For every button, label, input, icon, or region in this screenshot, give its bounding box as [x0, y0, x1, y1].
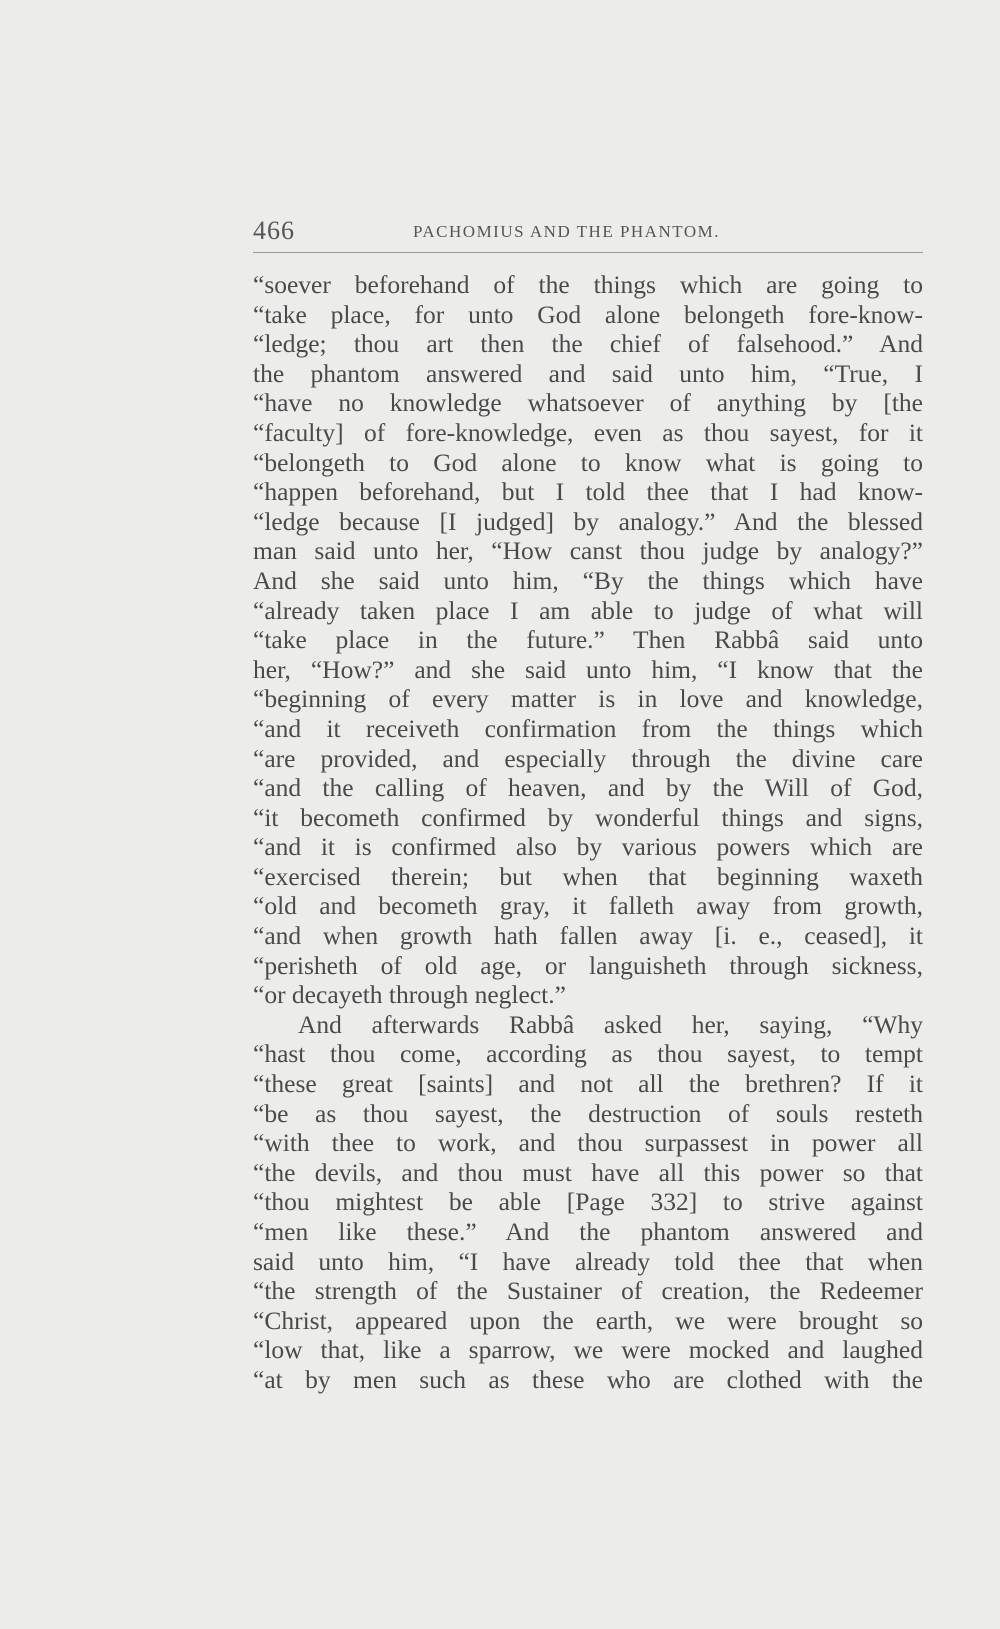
- text-line: “or decayeth through neglect.”: [253, 980, 566, 1010]
- running-head: [253, 216, 923, 253]
- text-line: “have no knowledge whatsoever of anything by [the: [253, 388, 923, 418]
- text-line: “happen beforehand, but I told thee that I had know-: [253, 477, 923, 507]
- text-line: “hast thou come, according as thou sayest, to tempt: [253, 1039, 923, 1069]
- text-line: “men like these.” And the phantom answered and: [253, 1217, 923, 1246]
- text-line: “ledge; thou art then the chief of falsehood.” And: [253, 329, 923, 359]
- running-title: PACHOMIUS AND THE PHANTOM.: [413, 222, 720, 241]
- text-line: “take place, for unto God alone belongeth fore-know-: [253, 299, 923, 329]
- text-line: “the strength of the Sustainer of creation, the Redeemer: [253, 1276, 923, 1306]
- text-line: “and when growth hath fallen away [i. e., ceased], it: [253, 921, 923, 951]
- text-line: “be as thou sayest, the destruction of souls resteth: [253, 1098, 923, 1128]
- body-text: [253, 270, 923, 1395]
- text-line: “the devils, and thou must have all this power so that: [253, 1157, 923, 1187]
- text-line: “ledge because [I judged] by analogy.” And the blessed: [253, 506, 923, 536]
- text-line: “thou mightest be able [Page 332] to strive against: [253, 1187, 923, 1217]
- text-line: “perisheth of old age, or languisheth through sickness,: [253, 950, 923, 980]
- text-line: “it becometh confirmed by wonderful things and signs,: [253, 802, 923, 832]
- text-line: said unto him, “I have already told thee that when: [253, 1246, 923, 1276]
- text-line: “already taken place I am able to judge of what will: [253, 595, 923, 625]
- text-line: “faculty] of fore-knowledge, even as thou sayest, for it: [253, 417, 923, 447]
- text-line: “Christ, appeared upon the earth, we were brought so: [253, 1305, 923, 1335]
- text-line: “old and becometh gray, it falleth away from growth,: [253, 891, 923, 921]
- text-line: “low that, like a sparrow, we were mocked and laughed: [253, 1335, 923, 1365]
- text-line: “soever beforehand of the things which are going to: [253, 270, 923, 299]
- text-line: And afterwards Rabbâ asked her, saying, “Why: [298, 1009, 923, 1039]
- text-line: “these great [saints] and not all the brethren? If it: [253, 1069, 923, 1099]
- text-line: “beginning of every matter is in love and knowledge,: [253, 684, 923, 714]
- text-line: “take place in the future.” Then Rabbâ said unto: [253, 625, 923, 655]
- text-line: her, “How?” and she said unto him, “I know that the: [253, 654, 923, 684]
- text-line: “and it receiveth confirmation from the things which: [253, 713, 923, 743]
- text-line: “and it is confirmed also by various powers which are: [253, 832, 923, 862]
- text-line: “exercised therein; but when that beginning waxeth: [253, 861, 923, 891]
- text-line: “are provided, and especially through the divine care: [253, 743, 923, 773]
- text-line: man said unto her, “How canst thou judge by analogy?”: [253, 536, 923, 566]
- text-line: “belongeth to God alone to know what is going to: [253, 447, 923, 477]
- text-line: And she said unto him, “By the things which have: [253, 565, 923, 595]
- page-number: 466: [253, 216, 295, 245]
- text-line: “and the calling of heaven, and by the Will of God,: [253, 773, 923, 803]
- text-line: the phantom answered and said unto him, “True, I: [253, 358, 923, 388]
- text-line: “at by men such as these who are clothed with the: [253, 1364, 923, 1394]
- text-line: “with thee to work, and thou surpassest in power all: [253, 1128, 923, 1158]
